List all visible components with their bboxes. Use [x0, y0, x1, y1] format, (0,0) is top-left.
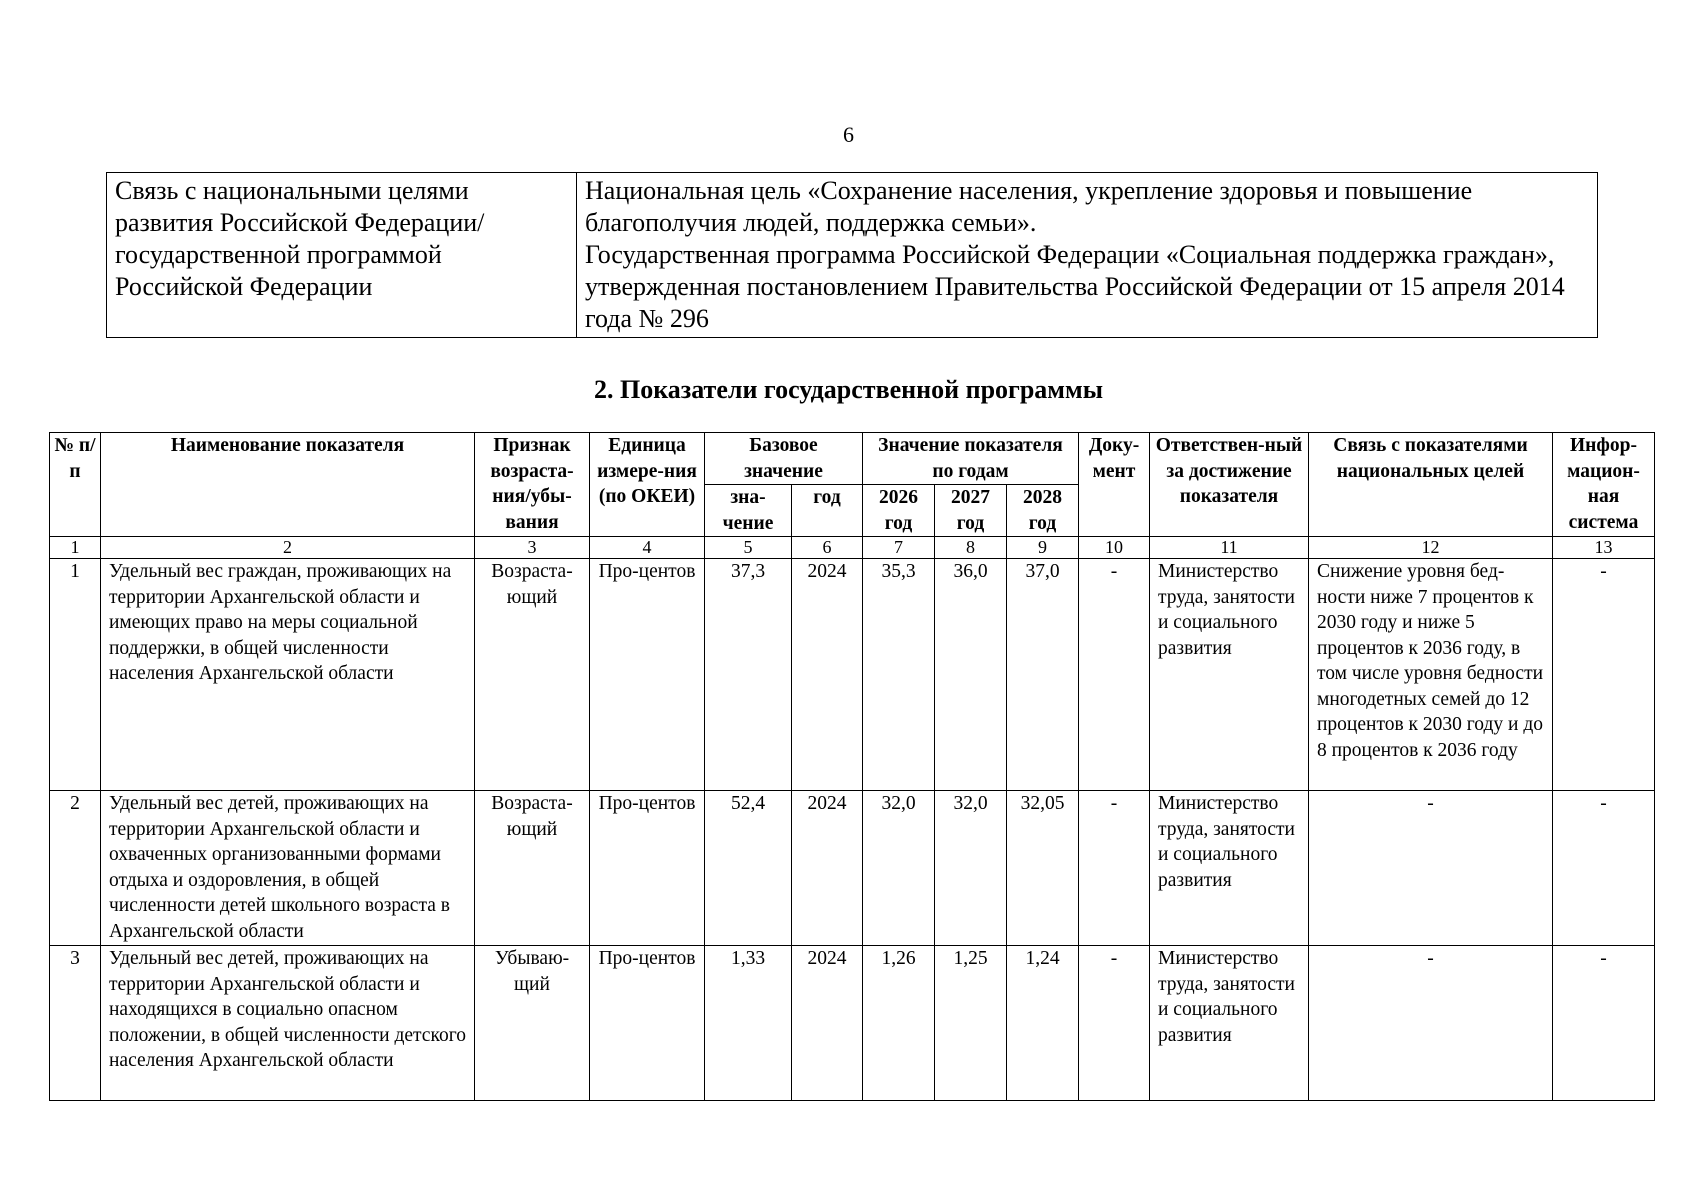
column-number: 11: [1150, 537, 1309, 559]
column-number: 10: [1079, 537, 1150, 559]
column-number: 8: [935, 537, 1007, 559]
header-num: № п/п: [50, 433, 101, 537]
base-year: 2024: [792, 946, 863, 1101]
national-goals-link-row: [107, 173, 1598, 338]
header-name: Наименование показателя: [101, 433, 475, 537]
column-number: 4: [590, 537, 705, 559]
national-goal-link: -: [1309, 946, 1553, 1101]
national-goals-link-table: [106, 172, 1598, 338]
header-row-1: [50, 433, 1655, 485]
header-2027: 2027 год: [935, 485, 1007, 537]
responsible: Министерство труда, занятости и социального развития: [1150, 946, 1309, 1101]
indicator-trend: Убываю-щий: [475, 946, 590, 1101]
value-2027: 1,25: [935, 946, 1007, 1101]
document: -: [1079, 559, 1150, 791]
value-2026: 1,26: [863, 946, 935, 1101]
column-number: 7: [863, 537, 935, 559]
header-unit: Единица измере-ния (по ОКЕИ): [590, 433, 705, 537]
indicator-name: Удельный вес детей, проживающих на территории Архангельской области и находящихся в социально опасном положении, в общей численности детского населения Архангельской области: [101, 946, 475, 1101]
responsible: Министерство труда, занятости и социального развития: [1150, 559, 1309, 791]
document: -: [1079, 791, 1150, 946]
row-num: 2: [50, 791, 101, 946]
value-2026: 32,0: [863, 791, 935, 946]
indicator-name: Удельный вес граждан, проживающих на территории Архангельской области и имеющих право на меры социальной поддержки, в общей численности населения Архангельской области: [101, 559, 475, 791]
value-2028: 1,24: [1007, 946, 1079, 1101]
indicator-unit: Про-центов: [590, 946, 705, 1101]
national-goals-link-label: Связь с национальными целями развития Российской Федерации/государственной программой Российской Федерации: [107, 173, 577, 338]
table-row: [50, 559, 1655, 791]
header-trend: Признак возраста-ния/убы-вания: [475, 433, 590, 537]
column-number: 1: [50, 537, 101, 559]
indicator-trend: Возраста-ющий: [475, 791, 590, 946]
row-num: 3: [50, 946, 101, 1101]
header-base-value: зна-чение: [705, 485, 792, 537]
header-base: Базовое значение: [705, 433, 863, 485]
info-system: -: [1553, 791, 1655, 946]
value-2028: 37,0: [1007, 559, 1079, 791]
column-number: 6: [792, 537, 863, 559]
column-number: 12: [1309, 537, 1553, 559]
state-program-text: Государственная программа Российской Федерации «Социальная поддержка граждан», утвержденная постановлением Правительства Российской Федерации от 15 апреля 2014 года № 296: [585, 240, 1565, 333]
national-goal-link: Снижение уровня бед-ности ниже 7 процентов к 2030 году и ниже 5 процентов к 2036 году, в том числе уровня бедности многодетных семей до 12 процентов к 2030 году и до 8 процентов к 2036 году: [1309, 559, 1553, 791]
page-number: 6: [843, 122, 854, 147]
national-goals-link-value: [577, 173, 1598, 338]
header-link: Связь с показателями национальных целей: [1309, 433, 1553, 537]
national-goal-text: Национальная цель «Сохранение населения, укрепление здоровья и повышение благополучия людей, поддержка семьи».: [585, 176, 1473, 237]
base-value: 52,4: [705, 791, 792, 946]
header-2028: 2028 год: [1007, 485, 1079, 537]
section-title: 2. Показатели государственной программы: [593, 375, 1104, 404]
column-number: 3: [475, 537, 590, 559]
header-info: Инфор-мацион-ная система: [1553, 433, 1655, 537]
row-num: 1: [50, 559, 101, 791]
column-number: 2: [101, 537, 475, 559]
header-values: Значение показателя по годам: [863, 433, 1079, 485]
value-2027: 36,0: [935, 559, 1007, 791]
column-number: 13: [1553, 537, 1655, 559]
table-row: [50, 791, 1655, 946]
value-2026: 35,3: [863, 559, 935, 791]
header-responsible: Ответствен-ный за достижение показателя: [1150, 433, 1309, 537]
value-2028: 32,05: [1007, 791, 1079, 946]
indicator-name: Удельный вес детей, проживающих на территории Архангельской области и охваченных организованными формами отдыха и оздоровления, в общей численности детей школьного возраста в Архангельской области: [101, 791, 475, 946]
base-year: 2024: [792, 791, 863, 946]
indicator-unit: Про-центов: [590, 559, 705, 791]
info-system: -: [1553, 946, 1655, 1101]
value-2027: 32,0: [935, 791, 1007, 946]
column-number: 9: [1007, 537, 1079, 559]
table-row: [50, 946, 1655, 1101]
responsible: Министерство труда, занятости и социального развития: [1150, 791, 1309, 946]
base-value: 1,33: [705, 946, 792, 1101]
info-system: -: [1553, 559, 1655, 791]
column-numbers-row: [50, 537, 1655, 559]
base-year: 2024: [792, 559, 863, 791]
header-2026: 2026 год: [863, 485, 935, 537]
header-doc: Доку-мент: [1079, 433, 1150, 537]
base-value: 37,3: [705, 559, 792, 791]
column-number: 5: [705, 537, 792, 559]
indicators-table: [49, 432, 1655, 1101]
document: -: [1079, 946, 1150, 1101]
indicator-unit: Про-центов: [590, 791, 705, 946]
indicator-trend: Возраста-ющий: [475, 559, 590, 791]
national-goal-link: -: [1309, 791, 1553, 946]
header-base-year: год: [792, 485, 863, 537]
